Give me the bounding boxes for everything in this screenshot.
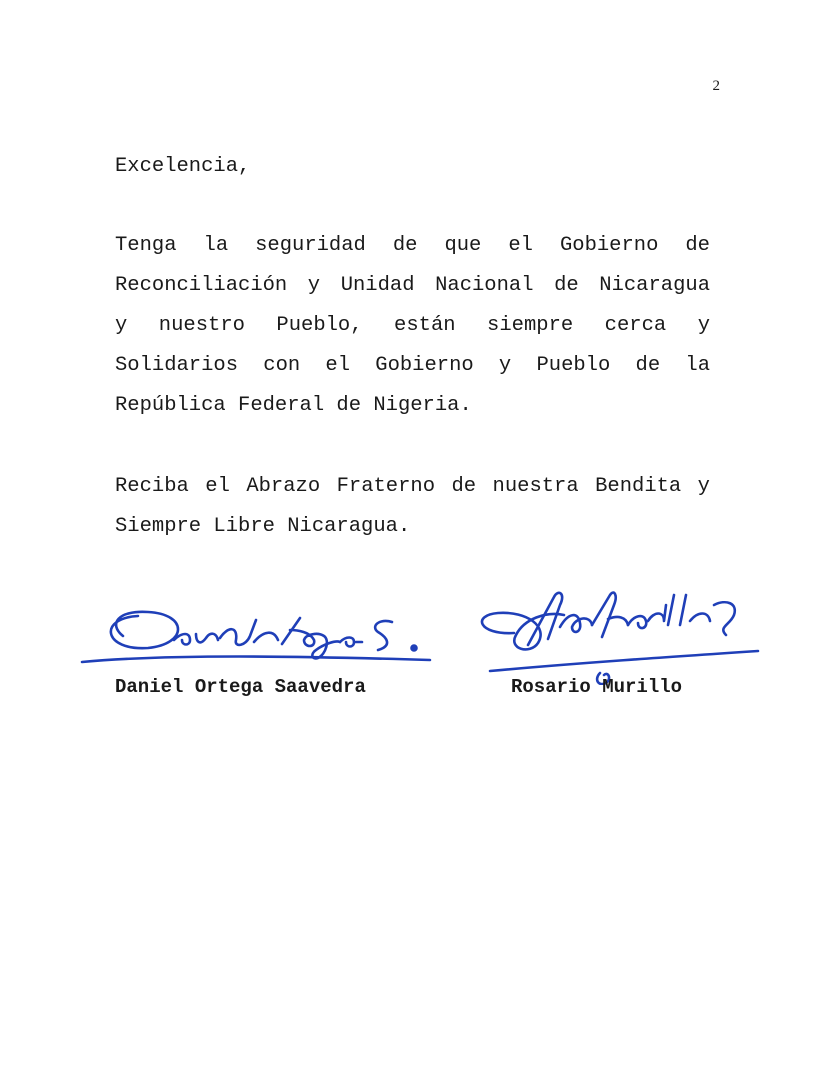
- signature-ortega: [78, 596, 438, 676]
- paragraph-1-line: Solidarios con el Gobierno y Pueblo de la: [115, 354, 710, 377]
- signature-murillo: [468, 575, 768, 685]
- paragraph-1-line: República Federal de Nigeria.: [115, 394, 472, 417]
- paragraph-2-line: Reciba el Abrazo Fraterno de nuestra Bendita y: [115, 475, 710, 498]
- paragraph-1-line: Reconciliación y Unidad Nacional de Nicaragua: [115, 274, 710, 297]
- paragraph-1-line: Tenga la seguridad de que el Gobierno de: [115, 234, 710, 257]
- paragraph-2-line: Siempre Libre Nicaragua.: [115, 515, 411, 538]
- salutation: Excelencia,: [115, 155, 251, 178]
- signer-name-murillo: Rosario Murillo: [511, 676, 683, 698]
- signer-name-ortega: Daniel Ortega Saavedra: [115, 676, 366, 698]
- page-number: 2: [712, 78, 720, 94]
- paragraph-1-line: y nuestro Pueblo, están siempre cerca y: [115, 314, 710, 337]
- paragraph-1: [115, 226, 710, 426]
- paragraph-2: [115, 467, 710, 547]
